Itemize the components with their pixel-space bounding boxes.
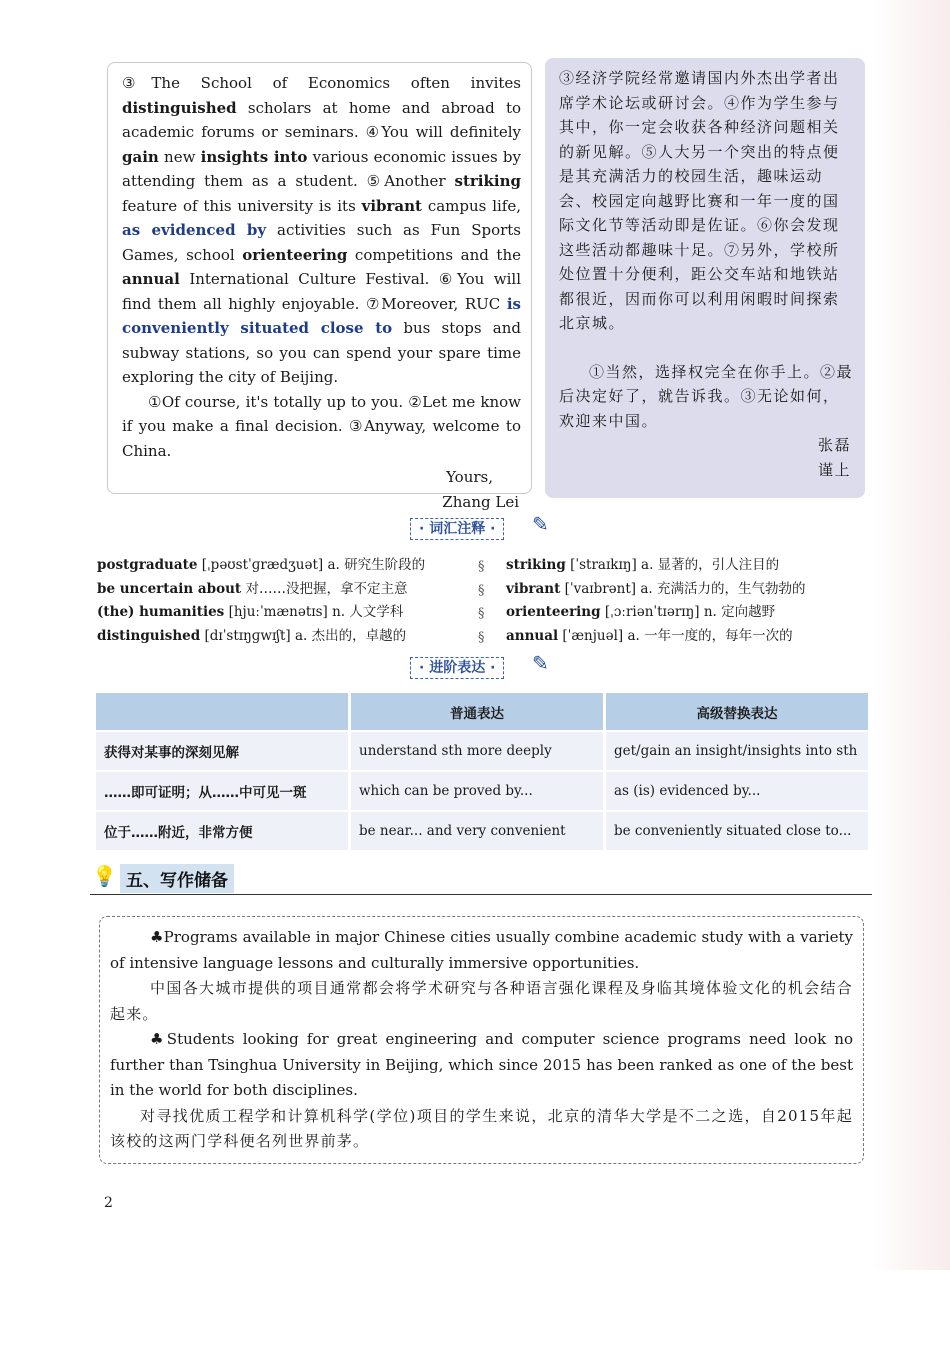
writing-reserve-box xyxy=(99,916,864,1164)
letter-chinese-box xyxy=(545,58,865,498)
text-seg: competitions and the xyxy=(347,245,522,264)
letter-chinese-closing: 谨上 xyxy=(817,460,851,479)
page-number: 2 xyxy=(104,1195,113,1211)
letter-english-box xyxy=(107,62,532,511)
highlight-insights-into: insights into xyxy=(200,147,308,166)
text-seg: campus life, xyxy=(421,196,521,215)
text-seg: bus stops and subway stations, so you can spend your spare time exploring the city of Beijing. xyxy=(122,319,521,386)
highlight-vibrant: vibrant xyxy=(361,196,422,215)
table-cell-common: which can be proved by... xyxy=(350,771,605,811)
highlight-as-evidenced-by: as evidenced by xyxy=(122,221,267,239)
vocab-item xyxy=(97,625,425,649)
reserve-chinese-2: 对寻找优质工程学和计算机科学(学位)项目的学生来说，北京的清华大学是不二之选，自2015年起该校的这两门学科便名列世界前茅。 xyxy=(110,1106,853,1150)
vocab-def: [ˈvaɪbrənt] a. 充满活力的，生气勃勃的 xyxy=(560,580,806,597)
table-cell-common: understand sth more deeply xyxy=(350,731,605,771)
highlight-distinguished: distinguished xyxy=(122,98,237,117)
pen-icon: ✎ xyxy=(532,512,549,536)
text-seg: feature of this university is its xyxy=(122,196,362,215)
vocab-word: postgraduate xyxy=(97,557,198,573)
table-row xyxy=(96,731,870,771)
vocab-word: striking xyxy=(506,557,566,573)
vocab-list-left xyxy=(97,554,425,648)
highlight-striking: striking xyxy=(454,172,521,190)
pen-icon: ✎ xyxy=(532,651,549,675)
table-header-cell xyxy=(96,693,350,731)
vocab-def: [ˈænjuəl] a. 一年一度的，每年一次的 xyxy=(558,627,793,644)
table-cell-common: be near... and very convenient xyxy=(350,811,605,850)
vocab-def: [hjuːˈmænətɪs] n. 人文学科 xyxy=(224,604,404,620)
vocab-word: be uncertain about xyxy=(97,580,242,597)
letter-chinese-paragraph-1: ③经济学院经常邀请国内外杰出学者出席学术论坛或研讨会。④作为学生参与其中，你一定会收获各种经济问题相关的新见解。⑤人大另一个突出的特点便是其充满活力的校园生活，趣味运动会、校园定向越野比赛和一年一度的国际文化节等活动即是佐证。⑥你会发现这些活动都趣味十足。⑦另外，学校所处位置十分便利，距公交车站和地铁站都很近，因而你可以利用闲暇时间探索北京城。 xyxy=(559,69,840,332)
vocab-item xyxy=(506,625,805,649)
vocab-item xyxy=(506,601,805,625)
vocab-def: 对……没把握，拿不定主意 xyxy=(241,580,408,597)
vocab-word: vibrant xyxy=(506,580,561,597)
table-cell-meaning: 获得对某事的深刻见解 xyxy=(96,731,350,771)
highlight-orienteering: orienteering xyxy=(242,245,348,264)
letter-chinese-paragraph-2: ①当然，选择权完全在你手上。②最后决定好了，就告诉我。③无论如何，欢迎来中国。 xyxy=(559,362,854,430)
text-seg: new xyxy=(158,147,201,166)
reserve-chinese-1: 中国各大城市提供的项目通常都会将学术研究与各种语言强化课程及身临其境体验文化的机会结合起来。 xyxy=(110,979,853,1023)
vocab-def: [ˈstraɪkɪŋ] a. 显著的，引人注目的 xyxy=(565,557,780,573)
text-seg: activities such as Fun Sports Games, school xyxy=(122,221,522,264)
letter-english-paragraph-2: ①Of course, it's totally up to you. ②Let me know if you make a final decision. ③Anyway, welcome to China. xyxy=(122,392,521,460)
reserve-english-1: ♣Programs available in major Chinese cities usually combine academic study with a variety of intensive language lessons and culturally immersive opportunities. xyxy=(110,928,853,972)
table-header-row xyxy=(96,693,870,731)
text-seg: ③The School of Economics often invites xyxy=(122,74,521,92)
writing-reserve-title: 五、写作储备 xyxy=(120,864,234,893)
vocab-divider: § § § § xyxy=(478,559,485,645)
writing-reserve-header xyxy=(90,862,872,895)
table-row xyxy=(96,811,870,850)
lightbulb-icon: 💡 xyxy=(92,864,117,888)
table-cell-meaning: 位于……附近，非常方便 xyxy=(96,811,350,850)
vocab-def: [dɪˈstɪŋɡwɪʃt] a. 杰出的，卓越的 xyxy=(200,627,407,644)
advanced-expressions-table xyxy=(96,693,871,850)
table-cell-meaning: ……即可证明；从……中可见一斑 xyxy=(96,771,350,811)
table-cell-advanced: be conveniently situated close to... xyxy=(605,811,870,850)
table-header-cell: 高级替换表达 xyxy=(605,693,870,731)
vocab-item xyxy=(97,578,425,602)
vocab-def: [ˌɔːriənˈtɪərɪŋ] n. 定向越野 xyxy=(600,604,776,620)
reserve-english-2: ♣Students looking for great engineering and computer science programs need look no further than Tsinghua University in Beijing, which since 2015 has been ranked as one of the best in the world for both disciplines. xyxy=(110,1030,853,1099)
vocab-item xyxy=(506,554,805,578)
highlight-annual: annual xyxy=(122,270,180,288)
vocab-word: (the) humanities xyxy=(97,604,225,620)
vocab-word: distinguished xyxy=(97,627,201,644)
text-seg: various economic issues by attending them as a student. ⑤Another xyxy=(122,147,521,190)
text-seg: scholars at home and abroad to academic forums or seminars. ④You will definitely xyxy=(122,98,521,141)
letter-english-paragraph-1 xyxy=(122,71,521,390)
page-edge-shadow xyxy=(870,0,950,1270)
text-seg: International Culture Festival. ⑥You will find them all highly enjoyable. ⑦Moreover, RUC xyxy=(122,270,521,313)
vocab-item xyxy=(97,601,425,625)
vocab-word: annual xyxy=(506,627,559,644)
vocab-def: [ˌpəʊstˈɡrædʒuət] a. 研究生阶段的 xyxy=(197,557,426,573)
vocab-item xyxy=(97,554,425,578)
vocab-word: orienteering xyxy=(506,604,601,620)
vocab-item xyxy=(506,578,805,602)
vocab-section-title: · 词汇注释 · xyxy=(410,518,504,540)
highlight-gain: gain xyxy=(122,147,159,166)
advanced-section-title: · 进阶表达 · xyxy=(410,657,504,679)
table-cell-advanced: get/gain an insight/insights into sth xyxy=(605,731,870,771)
highlight-conveniently-situated: is conveniently situated close to xyxy=(122,294,521,337)
vocab-list-right xyxy=(506,554,805,648)
table-cell-advanced: as (is) evidenced by... xyxy=(605,771,870,811)
table-row xyxy=(96,771,870,811)
letter-signature: Zhang Lei xyxy=(442,492,519,511)
letter-chinese-signature: 张磊 xyxy=(817,436,851,454)
letter-closing: Yours, xyxy=(446,468,493,486)
table-header-cell: 普通表达 xyxy=(350,693,605,731)
